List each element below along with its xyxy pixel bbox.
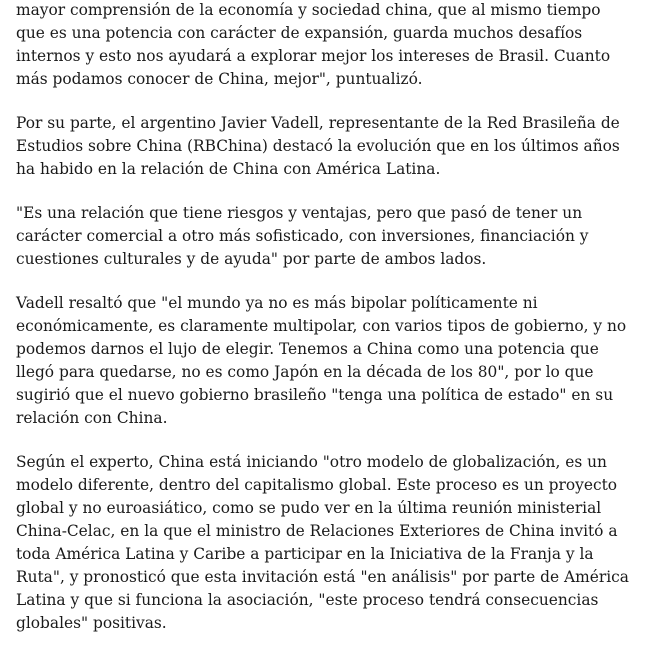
article-paragraph: Según el experto, China está iniciando "otro modelo de globalización, es un modelo diferente, dentro del capitalismo global. Este proceso es un proyecto global y no euroasiático, como se pudo ver en la última reunión ministerial China-Celac, en la que el ministro de Relaciones Exteriores de China invitó a toda América Latina y Caribe a participar en la Iniciativa de la Franja y la Ruta", y pronosticó que esta invitación está "en análisis" por parte de América Latina y que si funciona la asociación, "este proceso tendrá consecuencias globales" positivas. [16,453,629,632]
article-paragraph: mayor comprensión de la economía y sociedad china, que al mismo tiempo que es una potencia con carácter de expansión, guarda muchos desafíos internos y esto nos ayudará a explorar mejor los intereses de Brasil. Cuanto más podamos conocer de China, mejor", puntualizó. [16,1,611,88]
article-paragraph: "Es una relación que tiene riesgos y ventajas, pero que pasó de tener un carácter comercial a otro más sofisticado, con inversiones, financiación y cuestiones culturales y de ayuda" por parte de ambos lados. [16,204,589,268]
article-paragraph: Vadell resaltó que "el mundo ya no es más bipolar políticamente ni económicamente, es claramente multipolar, con varios tipos de gobierno, y no podemos darnos el lujo de elegir. Tenemos a China como una potencia que llegó para quedarse, no es como Japón en la década de los 80", por lo que sugirió que el nuevo gobierno brasileño "tenga una política de estado" en su relación con China. [16,294,627,427]
article-paragraph: Por su parte, el argentino Javier Vadell, representante de la Red Brasileña de Estudios sobre China (RBChina) destacó la evolución que en los últimos años ha habido en la relación de China con América Latina. [16,114,620,178]
article-body [16,0,632,656]
